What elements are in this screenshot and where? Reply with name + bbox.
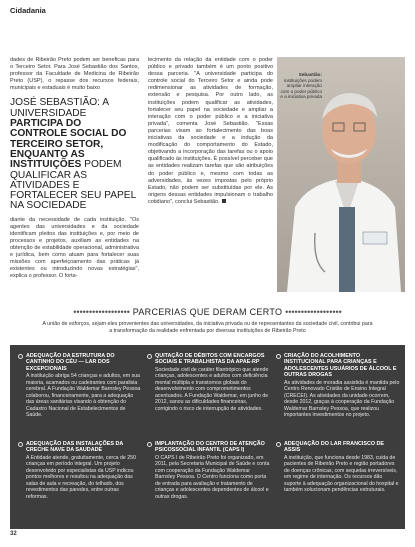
partnership-card <box>276 441 400 494</box>
parcerias-heading <box>10 307 405 317</box>
parcerias-panel <box>10 345 405 529</box>
article-column-2 <box>148 57 273 206</box>
card-title: ADEQUAÇÃO DAS INSTALAÇÕES DA CRECHE NAVE DA SAUDADE <box>26 441 124 454</box>
card-text: A instituição, que funciona desde 1983, cuida de pacientes de Ribeirão Preto e região portadores de doenças crônicas, com sequelas irreversíveis, em regime de internação. Os recursos dão suporte à adequação organizacional do hospital e também solucionam pendências estruturais. <box>284 454 399 494</box>
photo-caption <box>278 72 322 100</box>
card-text: A Entidade atende, gratuitamente, cerca de 250 crianças em período integral. Um projeto desenvolvido por especialistas da USP indicou pontos melhores e resultou na adequação das salas de aula e recreação, do telhado, dos revestimentos das paredes, entre outras reformas. <box>26 454 136 500</box>
section-title: Cidadania <box>10 6 46 15</box>
circle-bullet-icon <box>18 442 23 447</box>
end-of-article-mark <box>222 199 226 203</box>
article-text: lecimento da relação da entidade com o poder público e privado também é um ponto positivo dessa parceria. "A universidade participa do controle social do Terceiro Setor e ainda pode redimensionar as atividades de formação, extensão e pesquisa. Por outro lado, as instituições podem qualificar as atividades, fortalecer seu papel na sociedade e ampliar a interação com o poder público e a iniciativa privada", comenta José Sebastião. "Essas parcerias visam ao fortalecimento das boas iniciativas da sociedade e a indução da modificação do comportamento do Estado, objetivando a incorporação das tarefas ou o apoio qualificado às instituições. É possível perceber que as entidades realizam tarefas que são atribuições do poder público e, mesmo com todas as adversidades, às vezes impostas pelo próprio Estado, não podem ser substituídas por ele. As origens dessas entidades impulsionam o trabalho cotidiano", conclui Sebastião. <box>148 57 273 205</box>
card-text: Sociedade civil de caráter filantrópico que atende crianças, adolescentes e adultos com deficiência mental múltipla e transtornos globais do desenvolvimento com comprometimentos acentuados. A Fundação Waldemar, em junho de 2012, sanou as dificuldades financeiras, corrigindo o risco de interrupção de atividades. <box>155 366 269 412</box>
card-title: QUITAÇÃO DE DÉBITOS COM ENCARGOS SOCIAIS E TRABALHISTAS DA APAE-RP <box>155 353 265 366</box>
circle-bullet-icon <box>147 354 152 359</box>
parcerias-intro: A união de esforços, sejam eles provenientes das universidades, da iniciativa privada ou de representantes da sociedade civil, contribui para a transformação da realidade enfrentada por diversas instituições de Ribeirão Preto <box>42 321 373 334</box>
card-title: ADEQUAÇÃO DO LAR FRANCISCO DE ASSIS <box>284 441 385 454</box>
circle-bullet-icon <box>276 442 281 447</box>
article-text: diante da necessidade de cada instituição. "Os agentes das universidades e da sociedade identificam pleitos das instituições e, por meio de processos e projetos, auxiliam as entidades na obtenção de estabilidade operacional, administrativa e jurídica, bem como atuam para fortalecer suas missões com aperfeiçoamento das práticas já existentes ou introduzindo novas estratégias", explica o professor. O forta- <box>10 216 139 280</box>
card-title: IMPLANTAÇÃO DO CENTRO DE ATENÇÃO PSICOSSOCIAL INFANTIL (CAPS I) <box>155 441 265 454</box>
card-title: ADEQUAÇÃO DA ESTRUTURA DO CANTINHO DO CÉU — LAR DOS EXCEPCIONAIS <box>26 353 115 372</box>
card-text: O CAPS I de Ribeirão Preto foi organizado, em 2011, pela Secretaria Municipal de Saúde e conta com cooperação da Fundação Waldemar Barnsley Pessoa. O Centro funciona como porta de entrada para avaliação e tratamento de crianças e adolescentes dependentes de álcool e outras drogas. <box>155 454 270 500</box>
card-text: A instituição abriga 54 crianças e adultos, em sua maioria, acamados ou cadeirantes com paralisia cerebral. A Fundação Waldemar Barnsley Pessoa colaborou, financeiramente, para a adequação das áreas sanitárias visando à obtenção do Cadastro Nacional de Estabelecimentos de Saúde. <box>26 373 141 419</box>
card-text: As atividades de moradia assistida é mantida pelo Centro Renovado Cristão de Ensino Integral (CRECEI). As atividades da unidade ocorrem, desde 2012, graças à cooperação da Fundação Waldemar Barnsley Pessoa, que realizou importantes investimentos no projeto. <box>284 379 400 419</box>
pull-quote-highlight: PARTICIPA DO CONTROLE SOCIAL DO TERCEIRO SETOR, ENQUANTO AS INSTITUIÇÕES <box>10 118 127 171</box>
pull-quote-rest: PODEM QUALIFICAR AS ATIVIDADES E FORTALECER SEU PAPEL NA SOCIEDADE <box>10 159 136 212</box>
partnership-card <box>147 353 271 412</box>
page-number: 32 <box>10 531 17 537</box>
card-title: CRIAÇÃO DO ACOLHIMENTO INSTITUCIONAL PARA CRIANÇAS E ADOLESCENTES USUÁRIOS DE ÁLCOOL E OUTRAS DROGAS <box>284 353 397 379</box>
pull-quote-intro: JOSÉ SEBASTIÃO: A UNIVERSIDADE <box>10 97 109 119</box>
circle-bullet-icon <box>18 354 23 359</box>
circle-bullet-icon <box>276 354 281 359</box>
partnership-card <box>18 441 142 500</box>
decorative-dots: •••••••••••••••••• <box>285 307 342 317</box>
article-column-1 <box>10 57 139 281</box>
partnership-card <box>18 353 142 419</box>
partnership-card <box>147 441 271 500</box>
photo-caption-title: Sebastião: <box>298 72 322 77</box>
pull-quote <box>10 98 139 211</box>
circle-bullet-icon <box>147 442 152 447</box>
parcerias-title: PARCERIAS QUE DERAM CERTO <box>132 307 283 317</box>
partnership-card <box>276 353 400 419</box>
decorative-dots: •••••••••••••••••• <box>73 307 130 317</box>
article-text: dades de Ribeirão Preto podem ser beneficas para o Terceiro Setor. Para José Sebastião dos Santos, professor da Faculdade de Medicina de Ribeirão Preto (USP), o repasse dos recursos federais, municipais e estaduais é muito baixo <box>10 57 139 92</box>
photo-caption-text: instituições podem ampliar interação com o poder público e a iniciativa privada <box>280 77 322 100</box>
